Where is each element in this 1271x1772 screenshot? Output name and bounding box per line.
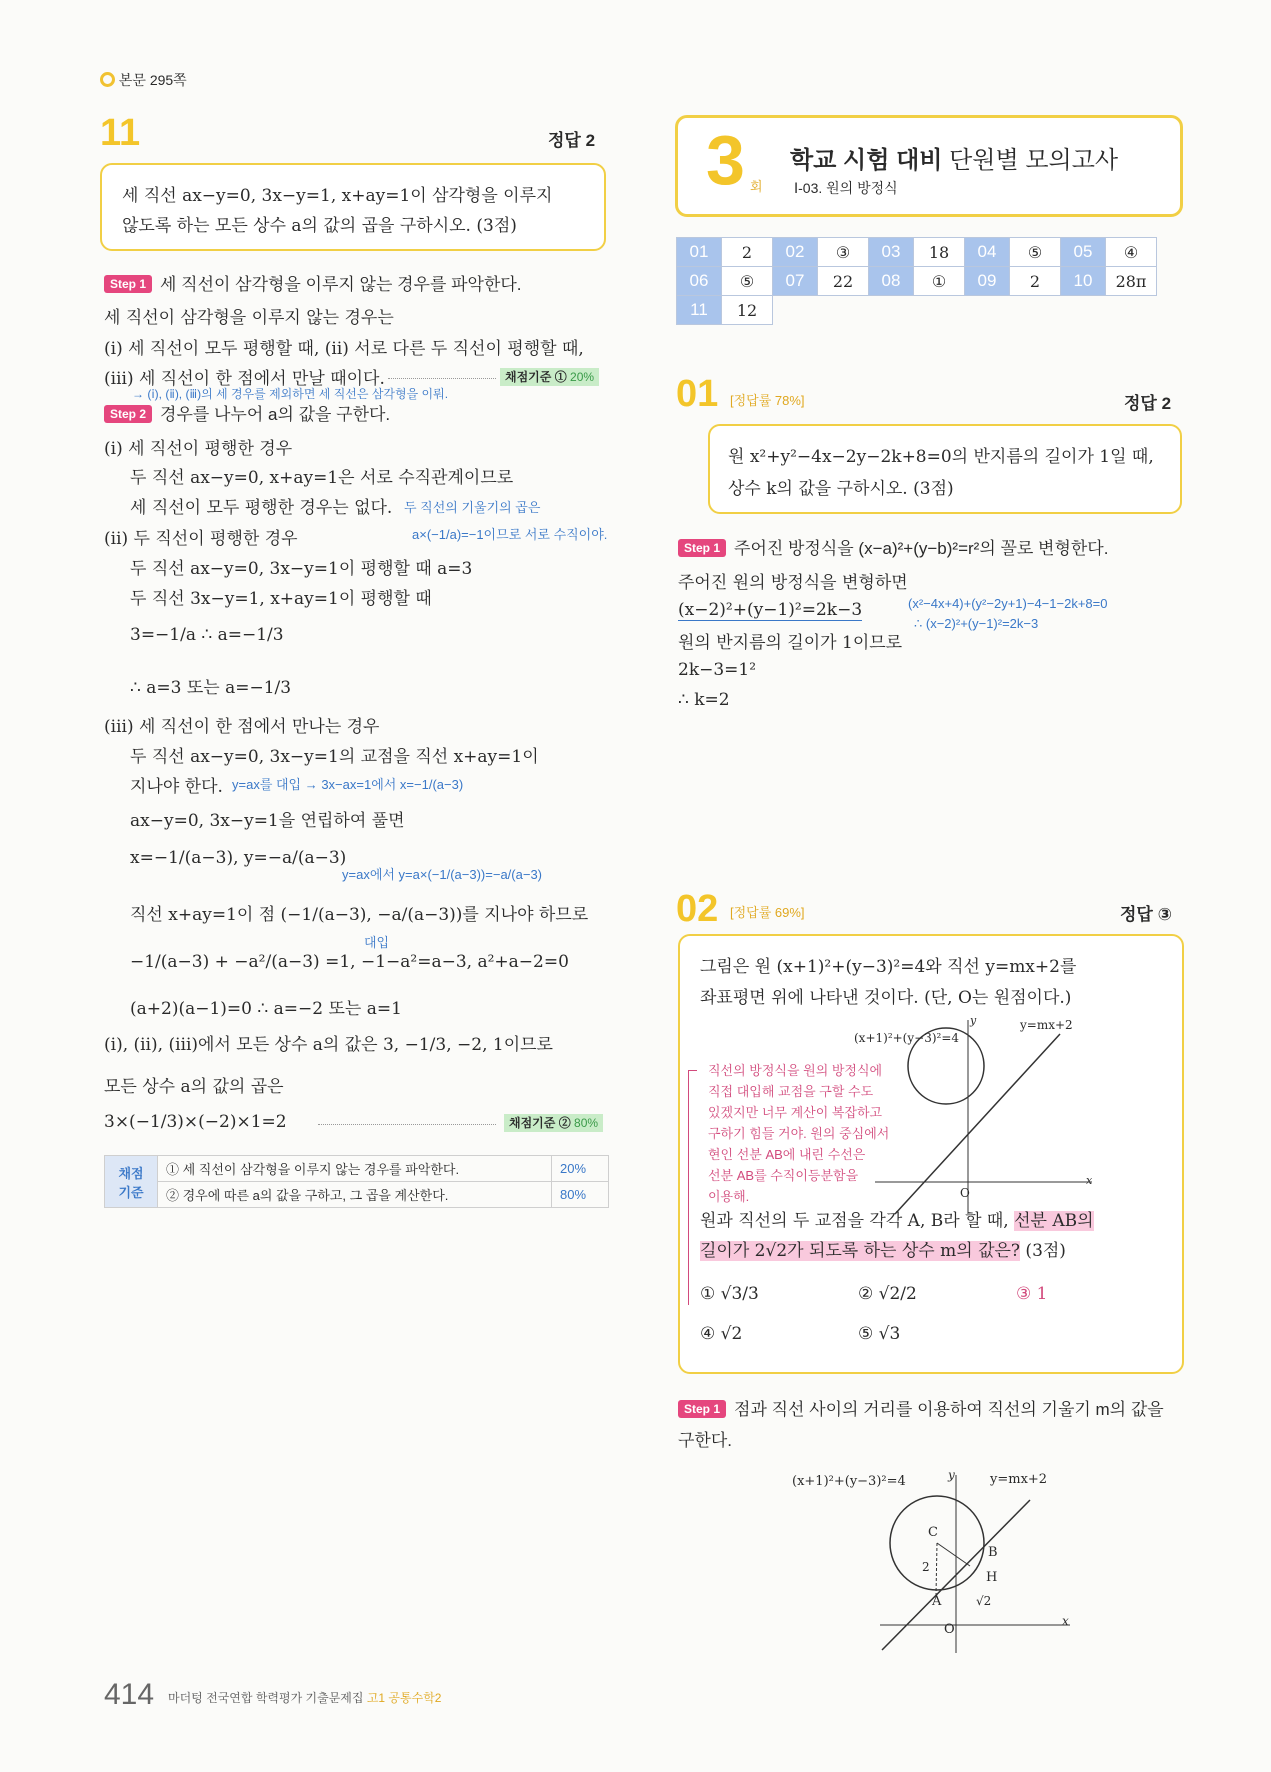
answer-key-table [676,237,1157,325]
question-line-1: 그림은 원 (x+1)²+(y−3)²=4와 직선 y=mx+2를 [700,957,1077,977]
answer-key-num: 05 [1061,238,1106,267]
side-note: y=ax를 대입 → 3x−ax=1에서 x=−1/(a−3) [232,777,464,792]
step1-tag: Step 1 [104,275,152,293]
conclusion-line: 모든 상수 a의 값의 곱은 [104,1077,284,1097]
answer-key-val: 2 [1010,267,1061,296]
answer-key-num: 11 [677,296,722,325]
step2-tag: Step 2 [104,405,152,423]
answer-key-val: ⑤ [722,267,773,296]
math-line: 2k−3=1² [678,660,757,680]
answer-key-val: 22 [818,267,869,296]
dotted-leader [388,378,496,379]
scoring-row-pct: 80% [552,1182,609,1208]
text-line: (ⅰ) 세 직선이 모두 평행할 때, (ⅱ) 서로 다른 두 직선이 평행할 때, [104,339,584,359]
ref-bullet-icon [100,72,115,87]
math-line: ∴ a=3 또는 a=−1/3 [130,678,292,698]
step2-heading: Step 2 경우를 나누어 a의 값을 구한다. [104,400,390,425]
fig-y-label: y [970,1014,977,1027]
math-line: (x−2)²+(y−1)²=2k−3 [678,600,863,620]
answer-key-num: 10 [1061,267,1106,296]
page-number: 414 [104,1678,155,1711]
scoring-row-pct: 20% [552,1156,609,1182]
answer-label: 정답 2 [1124,394,1172,413]
text-line: 세 직선이 삼각형을 이루지 않는 경우는 [104,308,394,328]
side-note: ∴ (x−2)²+(y−1)²=2k−3 [914,616,1039,631]
text-line: 지나야 한다. [130,777,223,797]
case-title: (ⅰ) 세 직선이 평행한 경우 [104,439,293,459]
side-note: 대입 [364,935,390,950]
question-line-2: 않도록 하는 모든 상수 a의 값의 곱을 구하시오. (3점) [122,216,517,236]
answer-key-val: 12 [722,296,773,325]
text-line: 원의 반지름의 길이가 1이므로 [678,633,903,653]
fig2-point-a: A [932,1594,942,1609]
answer-key-val: ③ [818,238,869,267]
answer-key-val: ⑤ [1010,238,1061,267]
fig-x-label: x [1086,1174,1093,1187]
text-line: 두 직선 ax−y=0, 3x−y=1이 평행할 때 a=3 [130,559,473,579]
math-line: (a+2)(a−1)=0 ∴ a=−2 또는 a=1 [130,999,402,1019]
choice-2[interactable]: ② √2/2 [858,1284,917,1304]
step1-heading: Step 1 점과 직선 사이의 거리를 이용하여 직선의 기울기 m의 값을 [678,1395,1164,1420]
side-note-bracket [688,1070,697,1305]
fig2-x-label: x [1062,1614,1069,1628]
fig2-circle-label: (x+1)²+(y−3)²=4 [792,1474,906,1489]
correct-rate: [정답률 78%] [730,393,805,408]
exam-title: 학교 시험 대비 단원별 모의고사 [790,147,1119,174]
math-line: 직선 x+ay=1이 점 (−1/(a−3), −a/(a−3))를 지나야 하므로 [130,905,589,925]
exam-header-box [675,115,1183,217]
side-note: 직선의 방정식을 원의 방정식에 직접 대입해 교점을 구할 수도 있겠지만 너무 계산이 복잡하고 구하기 힘들 거야. 원의 중심에서 현인 선분 AB에 내린 수선은 선분 AB를 수직이등분함을 이용해. [708,1063,890,1204]
text-line: 두 직선 ax−y=0, 3x−y=1의 교점을 직선 x+ay=1이 [130,747,539,767]
line-graph [895,1034,1060,1214]
step1-heading: Step 1 주어진 방정식을 (x−a)²+(y−b)²=r²의 꼴로 변형한다. [678,534,1108,559]
problem-number: 01 [676,373,719,415]
book-title: 마더텅 전국연합 학력평가 기출문제집 고1 공통수학2 [168,1691,442,1705]
radius-ca [936,1543,937,1595]
math-line: 3=−1/a ∴ a=−1/3 [130,625,284,645]
exam-suffix: 회 [750,179,763,194]
perpendicular-ch [937,1543,970,1566]
answer-key-val: 28π [1106,267,1157,296]
math-line: −1/(a−3) + −a²/(a−3) =1, −1−a²=a−3, a²+a−2=0 [130,952,569,972]
choice-1[interactable]: ① √3/3 [700,1284,759,1304]
fig2-radius-label: 2 [922,1560,930,1574]
fig2-point-h: H [986,1570,998,1585]
question-box [678,934,1184,1374]
answer-key-val: 2 [722,238,773,267]
criterion-1: 채점기준 ① 20% [500,366,599,385]
fig2-line-label: y=mx+2 [990,1472,1048,1487]
answer-key-num: 07 [773,267,818,296]
fig2-origin-label: O [944,1622,955,1637]
answer-label: 정답 2 [548,131,596,150]
figure-solution-graph [860,1465,1080,1655]
answer-key-val: ④ [1106,238,1157,267]
scoring-row-text: ① 세 직선이 삼각형을 이루지 않는 경우를 파악한다. [158,1156,552,1182]
scoring-row-text: ② 경우에 따른 a의 값을 구하고, 그 곱을 계산한다. [158,1182,552,1208]
step1-tag: Step 1 [678,1400,726,1418]
answer-key-num: 01 [677,238,722,267]
case-title: (ⅱ) 두 직선이 평행한 경우 [104,529,298,549]
choice-3-correct[interactable]: ③ 1 [1016,1284,1048,1304]
question-box [100,163,606,251]
choice-4[interactable]: ④ √2 [700,1324,743,1344]
exam-number: 3 [706,121,745,199]
text-line: 주어진 원의 방정식을 변형하면 [678,573,908,593]
case-title: (ⅲ) 세 직선이 한 점에서 만나는 경우 [104,717,380,737]
conclusion-line: 3×(−1/3)×(−2)×1=2 [104,1112,287,1132]
question-line-2: 좌표평면 위에 나타낸 것이다. (단, O는 원점이다.) [700,988,1072,1008]
fig-origin-label: O [960,1186,970,1200]
answer-key-num: 04 [965,238,1010,267]
exam-subtitle: Ⅰ-03. 원의 방정식 [794,180,898,196]
choice-5[interactable]: ⑤ √3 [858,1324,901,1344]
math-line: ∴ k=2 [678,690,730,710]
math-line: x=−1/(a−3), y=−a/(a−3) [130,848,347,868]
conclusion-line: (ⅰ), (ⅱ), (ⅲ)에서 모든 상수 a의 값은 3, −1/3, −2, 1이므로 [104,1035,553,1055]
fig2-point-c: C [928,1525,938,1540]
text-line: 세 직선이 모두 평행한 경우는 없다. [130,498,393,518]
math-line: ax−y=0, 3x−y=1을 연립하여 풀면 [130,811,405,831]
question-line-3: 원과 직선의 두 교점을 각각 A, B라 할 때, 선분 AB의 [700,1211,1094,1231]
problem-number: 11 [100,112,141,154]
question-line-1: 세 직선 ax−y=0, 3x−y=1, x+ay=1이 삼각형을 이루지 [122,186,553,206]
answer-key-num: 03 [869,238,914,267]
fig2-half-chord-label: √2 [976,1594,992,1608]
answer-key-val: ① [914,267,965,296]
criterion-2: 채점기준 ② 80% [504,1112,603,1131]
fig2-point-b: B [988,1545,998,1560]
step1-tag: Step 1 [678,539,726,557]
page-ref: 본문 295쪽 [100,70,187,90]
scoring-table [104,1155,609,1208]
side-note: y=ax에서 y=a×(−1/(a−3))=−a/(a−3) [342,867,543,882]
text-line: 두 직선 ax−y=0, x+ay=1은 서로 수직관계이므로 [130,468,514,488]
question-line-4: 길이가 2√2가 되도록 하는 상수 m의 값은? (3점) [700,1241,1066,1261]
scoring-header: 채점 기준 [105,1156,158,1208]
text-line: (ⅲ) 세 직선이 한 점에서 만날 때이다. [104,369,385,389]
answer-key-num: 06 [677,267,722,296]
fig-circle-label: (x+1)²+(y−3)²=4 [854,1031,960,1045]
side-note: (x²−4x+4)+(y²−2y+1)−4−1−2k+8=0 [908,596,1108,611]
problem-number: 02 [676,888,719,930]
answer-label: 정답 ③ [1120,905,1172,924]
correct-rate: [정답률 69%] [730,905,805,920]
figure-graph [870,1016,1100,1216]
question-box [708,424,1182,514]
fig2-y-label: y [948,1468,955,1482]
fig-line-label: y=mx+2 [1020,1018,1073,1032]
answer-key-num: 09 [965,267,1010,296]
question-line-1: 원 x²+y²−4x−2y−2k+8=0의 반지름의 길이가 1일 때, [728,447,1154,467]
step1-heading: Step 1 세 직선이 삼각형을 이루지 않는 경우를 파악한다. [104,270,522,295]
dotted-leader [318,1124,496,1125]
text-line: 구한다. [678,1431,732,1450]
answer-key-num: 02 [773,238,818,267]
answer-key-val: 18 [914,238,965,267]
side-note: → (ⅰ), (ⅱ), (ⅲ)의 세 경우를 제외하면 세 직선은 삼각형을 이뤄. [132,387,449,401]
answer-key-num: 08 [869,267,914,296]
question-line-2: 상수 k의 값을 구하시오. (3점) [728,479,954,499]
side-note: 두 직선의 기울기의 곱은 [404,500,541,515]
text-line: 두 직선 3x−y=1, x+ay=1이 평행할 때 [130,589,432,609]
side-note: a×(−1/a)=−1이므로 서로 수직이야. [412,527,608,542]
